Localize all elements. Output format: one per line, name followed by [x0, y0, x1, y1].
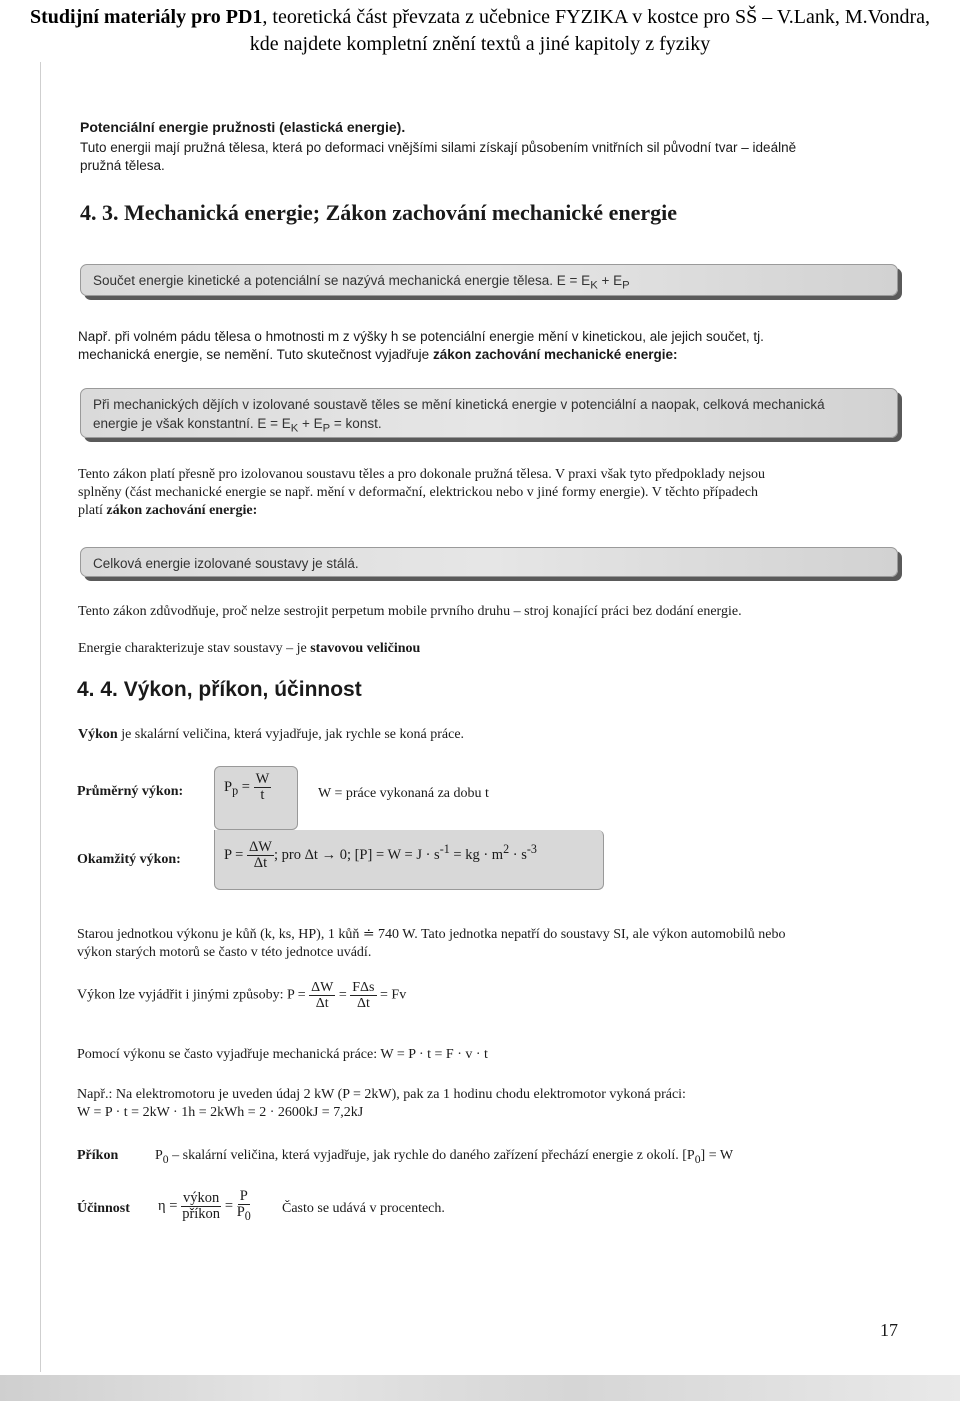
state-quantity-text [78, 640, 420, 658]
box1-plus: + E [597, 273, 623, 288]
example-1-law: zákon zachování mechanické energie: [432, 347, 678, 362]
inst-den: Δt [253, 855, 268, 871]
pot-text-2: pružná tělesa. [80, 158, 165, 173]
avg-eq: = [238, 778, 254, 795]
average-power-note: W = práce vykonaná za dobu t [318, 786, 489, 801]
inst-exp3: -3 [526, 842, 537, 856]
law-text-line-1: Tento zákon platí přesně pro izolovanou soustavu těles a pro dokonale pružná tělesa. V praxi však tyto předpoklady nejsou [78, 467, 766, 482]
eff-den-2 [237, 1205, 251, 1224]
box2-sub-p: P [322, 422, 331, 435]
example-1-line-2 [78, 345, 678, 364]
power-def-rest: je skalární veličina, která vyjadřuje, jak rychle se koná práce. [117, 727, 465, 742]
efficiency-formula [158, 1189, 251, 1224]
average-power-formula [224, 772, 271, 803]
law-text-3b: zákon zachování energie: [106, 503, 258, 518]
eff-fraction-2 [237, 1189, 251, 1224]
input-power-definition [155, 1147, 733, 1169]
box2-line-1: Při mechanických dějích v izolované soustavě těles se mění kinetická energie v potenciální a naopak, celková mechanická [93, 397, 825, 412]
inst-rest2: = kg · m [449, 846, 504, 863]
prikon-text: – skalární veličina, která vyjadřuje, jak rychle do daného zařízení přechází energie z okolí. [P [168, 1148, 695, 1163]
average-power-label: Průměrný výkon: [77, 784, 184, 799]
input-power-label: Příkon [77, 1148, 119, 1163]
page-number: 17 [880, 1320, 898, 1340]
example-1-line-1: Např. při volném pádu tělesa o hmotnosti m z výšky h se potenciální energie mění v kinetickou, ale jejich součet, tj. [78, 329, 764, 344]
alt-num-2: FΔs [352, 980, 375, 995]
horsepower-line-1: Starou jednotkou výkonu je kůň (k, ks, HP), 1 kůň ≐ 740 W. Tato jednotka nepatří do soustavy SI, ale výkon automobilů nebo [77, 927, 786, 942]
avg-num: W [255, 771, 270, 787]
law-text-3a: platí [78, 503, 107, 518]
header-line-1 [0, 4, 960, 31]
definition-box-conservation [80, 388, 898, 438]
prikon-sub2: 0 [694, 1152, 701, 1166]
eff-fraction-1 [181, 1191, 221, 1222]
power-def-term: Výkon [78, 727, 118, 742]
avg-den: t [260, 787, 265, 803]
box2-line-2a: energie je však konstantní. E = E [93, 416, 291, 431]
power-alternatives [77, 980, 406, 1011]
box2-line-2 [93, 414, 885, 439]
header-line-2: kde najdete kompletní znění textů a jiné kapitoly z fyziky [249, 33, 711, 55]
inst-lhs: P = [224, 846, 247, 863]
pot-text-1: Tuto energii mají pružná tělesa, která po deformaci vnějšími silami získají působením vnitřních sil původní tvar – ideálně [80, 140, 797, 155]
section-4-3-title: 4. 3. Mechanická energie; Zákon zachování mechanické energie [80, 200, 677, 225]
perpetum-text: Tento zákon zdůvodňuje, proč nelze sestrojit perpetum mobile prvního druhu – stroj konající práci bez dodání energie. [78, 604, 742, 619]
inst-rest3: · s [509, 846, 527, 863]
prikon-sym: P [155, 1148, 163, 1163]
box3-text: Celková energie izolované soustavy je stálá. [93, 556, 359, 571]
box2-end: = konst. [330, 416, 382, 431]
inst-fraction [247, 840, 274, 871]
header-rest: , teoretická část převzata z učebnice FYZIKA v kostce pro SŠ – V.Lank, M.Vondra, [262, 6, 931, 28]
box2-sub-k: K [290, 422, 299, 435]
law-text-line-2: splněny (část mechanické energie se např. mění v deformační, elektrickou nebo v jiné formy energie). V těchto případech [78, 485, 759, 500]
work-from-power: Pomocí výkonu se často vyjadřuje mechanická práce: W = P · t = F · v · t [77, 1047, 488, 1062]
avg-lhs: P [224, 778, 233, 795]
example-2-line-1: Např.: Na elektromotoru je uveden údaj 2 kW (P = 2kW), pak za 1 hodinu chodu elektromotor vykoná práci: [77, 1087, 686, 1102]
scan-bottom-band [0, 1375, 960, 1401]
inst-rest: ; pro Δt → 0; [P] = W = J · s [273, 846, 440, 863]
eff-den-1: příkon [182, 1205, 221, 1222]
definition-box-total-energy [80, 547, 898, 577]
alt-fraction-1 [309, 980, 335, 1011]
prikon-sub: 0 [162, 1152, 169, 1166]
section-4-4-title: 4. 4. Výkon, příkon, účinnost [77, 678, 362, 701]
box1-text: Součet energie kinetické a potenciální se nazývá mechanická energie tělesa. E = E [93, 273, 591, 288]
horsepower-line-2: výkon starých motorů se často v této jednotce uvádí. [77, 945, 372, 960]
pot-title: Potenciální energie pružnosti (elastická energie). [80, 119, 406, 135]
eff-den-2-sub: 0 [244, 1208, 251, 1223]
alt-label: Výkon lze vyjádřit i jinými způsoby: P = [77, 987, 310, 1003]
example-2-line-2: W = P · t = 2kW · 1h = 2kWh = 2 · 2600kJ = 7,2kJ [77, 1105, 364, 1120]
eff-eq: = [221, 1197, 237, 1214]
state-quantity-a: Energie charakterizuje stav soustavy – je [78, 641, 311, 656]
document-header [0, 4, 960, 58]
eff-num-2: P [239, 1188, 248, 1204]
inst-exp1: -1 [439, 842, 450, 856]
alt-den-1: Δt [315, 996, 329, 1011]
alt-eq: = [335, 987, 351, 1003]
definition-box-mechanical-energy [80, 264, 898, 296]
header-bold: Studijní materiály pro PD1 [29, 6, 263, 28]
example-1-line-2a: mechanická energie, se nemění. Tuto skutečnost vyjadřuje [78, 347, 433, 362]
efficiency-note: Často se udává v procentech. [282, 1201, 445, 1216]
instant-power-label: Okamžitý výkon: [77, 852, 181, 867]
box1-sub-p: P [622, 279, 630, 292]
alt-end: = Fv [376, 987, 407, 1003]
inst-exp2: 2 [503, 842, 510, 856]
avg-lhs-sub: p [232, 783, 239, 798]
state-quantity-b: stavovou veličinou [310, 641, 421, 656]
efficiency-label: Účinnost [77, 1201, 130, 1216]
alt-num-1: ΔW [311, 980, 334, 995]
scan-margin-line [40, 62, 41, 1372]
box2-mid: + E [298, 416, 323, 431]
prikon-end: ] = W [700, 1148, 734, 1163]
power-definition [78, 726, 464, 744]
avg-fraction [254, 772, 272, 803]
eff-lhs: η = [158, 1197, 182, 1214]
alt-fraction-2 [350, 980, 376, 1011]
eff-den-2-sym: P [236, 1204, 245, 1220]
instant-power-formula [224, 840, 537, 871]
inst-num: ΔW [248, 839, 272, 855]
law-text-line-3 [78, 502, 257, 520]
box1-sub-k: K [590, 279, 598, 292]
eff-num-1: výkon [183, 1189, 220, 1206]
alt-den-2: Δt [356, 996, 370, 1011]
